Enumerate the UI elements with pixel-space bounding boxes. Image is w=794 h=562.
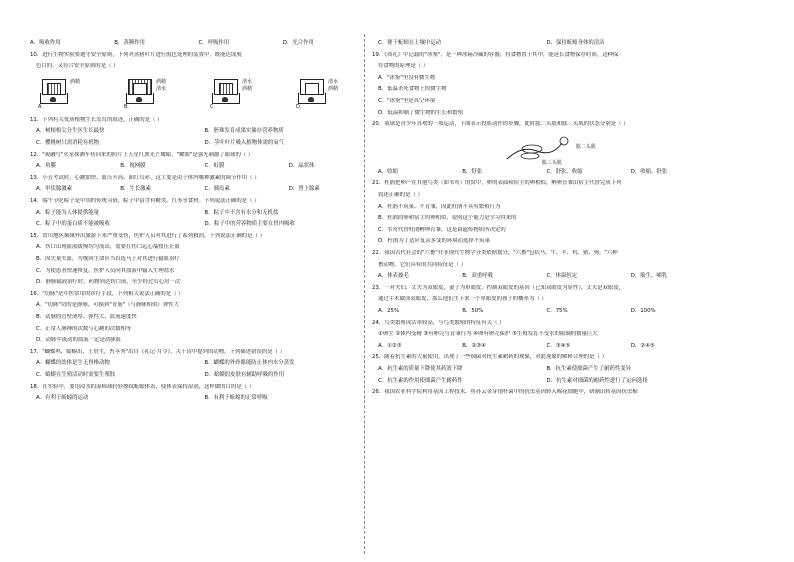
option-text: D．100%	[630, 308, 656, 314]
option-text: C．胰岛素	[204, 186, 230, 193]
question-line: D．杜鹃为了适应复杂多变的环境而选择不筑巢	[378, 238, 490, 245]
option-row	[30, 221, 387, 228]
question-line: D．低温抑制了微生物的生长和繁殖	[378, 109, 464, 116]
option-row	[30, 186, 387, 193]
option-text: A．抗生素的质量下降使其药效下降	[378, 366, 463, 372]
option-text: D．光合作用	[282, 40, 314, 46]
apparatus-a	[38, 77, 108, 111]
option-text: A．25%	[378, 308, 400, 314]
option-text: C．体温恒定	[546, 273, 578, 280]
question-line: C．为使患者快速恢复，医护人员向其血液中输入生理盐水	[36, 267, 175, 274]
apparatus-label: 清水	[328, 78, 339, 85]
apparatus-label: 酒精	[156, 78, 167, 85]
option-row	[372, 366, 729, 373]
question-line: 存食物的原理是（ ）	[378, 63, 429, 70]
question-line: C．正常人脉搏的次数与心跳的次数相等	[36, 325, 132, 332]
question-line: C．"冰鉴"里是真空环境	[378, 98, 436, 104]
apparatus-label: 酒精	[242, 85, 253, 92]
question-line: 20．篮球是青少年喜欢的一项运动，下图表示投篮动作的步骤，此时肱二头肌和肱三头肌的状态分别是（ ）	[372, 121, 629, 128]
option-text: A．有利于蚯蚓的运动	[36, 395, 89, 402]
option-text: B．生长激素	[120, 186, 151, 193]
option-text: C．抗生素的作用使细菌产生耐药性	[378, 377, 463, 384]
apparatus-c	[210, 77, 280, 111]
option-row	[30, 372, 387, 379]
apparatus-d	[296, 77, 366, 111]
option-text: A．蝴蝶的幼体是生无脊椎动物	[36, 360, 110, 367]
option-text: D．肾上腺素	[288, 186, 320, 193]
apparatus-label: 清水	[156, 85, 167, 92]
question-line: D．静脉输液治疗时，药物到达伤口前，至少经过右心房一次	[36, 279, 181, 286]
question-line: 11．下列有关优质植物生长发育的叙述，正确的是（ ）	[30, 116, 163, 123]
option-row	[30, 210, 387, 217]
option-text: A．体表被毛	[378, 273, 409, 280]
question-line: 色目的，又符合安全原则的是（ ）	[36, 63, 119, 70]
option-row	[30, 163, 387, 170]
option-row	[372, 378, 729, 385]
option-text: C．呼吸作用	[198, 40, 230, 46]
question-line: ①卵生 ②体内受精 ③有卵壳与育雏行为 ④卵有卵壳保护 ⑤生殖发育不受水的限制的数量巨大	[378, 331, 598, 338]
option-text: B．双重呼吸	[462, 273, 493, 280]
option-text: B．抗生素使细菌产生了耐药性变异	[546, 366, 632, 372]
apparatus-option: D．	[296, 103, 305, 110]
question-line: 15．贫川地区频频外出旅游下来严重受伤，医护人员对其进行了系列救治，下列说法正确的是（ ）	[30, 232, 265, 239]
question-line: 21．杜鹃把卵产在其他鸟类（如苇莺）的窝中，卵的表面和宿主的卵相似，孵卵育雏由宿主代替完成下列	[372, 180, 622, 187]
question-line: 通过手术做成双眼皮，那么他们生下来一个单眼皮的孩子的概率为（ ）	[378, 296, 547, 303]
question-line: 25．随着抗生素的大量使用，出现了一些细菌对抗生素耐药的现象，对此现象的解释合理的是（ ）	[372, 354, 607, 361]
option-text: D．保持蚯蚓身体的清洁	[546, 40, 605, 46]
biceps-label: 肱二头肌	[576, 143, 597, 150]
option-text: D．粽子中的营养物质主要在胃内吸收	[204, 221, 295, 228]
option-text: D．抗生素对细菌的耐药性进行了定向选择	[546, 377, 648, 384]
triceps-label: 肱三头肌	[542, 159, 563, 166]
option-text: B．视网膜	[120, 163, 146, 170]
apparatus-label: 酒精	[328, 85, 339, 92]
burner-flame-icon	[308, 97, 314, 102]
question-line: B．低温杀死食物上的微生物	[378, 86, 447, 93]
question-line: 畜动物，它们具有的共同特征是（ ）	[378, 261, 466, 268]
option-text: C．③④⑤	[546, 342, 571, 349]
apparatus-label: 酒精	[70, 78, 81, 85]
option-text: B．②③④	[462, 342, 486, 349]
question-line: 17．"蝴蝶鸣，蛤蟆出，土贵生，苔茎秀"出自《礼记·月令》，关于诗中提到的动物，下列描述错误的是（ ）	[30, 348, 286, 355]
question-line: 13．小芳考试时，心跳加快、血压升高、面红耳赤，这主要是由于体内哪种激素的调节作用（ ）	[30, 174, 260, 181]
option-text: B．胚珠发育成果实储存营养物质	[204, 128, 284, 135]
apparatus-b	[124, 77, 194, 111]
burner-flame-icon	[50, 97, 56, 102]
option-text: A．角膜	[36, 163, 56, 170]
option-text: C．舒张、收缩	[546, 168, 583, 175]
option-text: A．①②③	[378, 342, 402, 349]
option-text: D．蛤蟆的皮肤有辅助呼吸的作用	[204, 372, 285, 378]
option-text: B．有利于蚯蚓的正常呼吸	[204, 395, 268, 402]
option-text: B．蒸腾作用	[114, 40, 145, 46]
option-row	[372, 308, 729, 315]
option-row	[30, 140, 387, 147]
question-line: 24．鸟类繁殖成活率较高，与鸟类繁殖的特征有关（ ）	[372, 319, 505, 326]
question-line: 18．在实验中，要用浸水的湿棉球轻轻擦拭蚯蚓体表，使体表保持湿润，这样做的目的是（ ）	[30, 383, 255, 390]
option-row	[372, 169, 729, 176]
option-text: A．吸收作用	[30, 40, 61, 46]
option-text: D．②④⑤	[630, 342, 655, 349]
question-line: A．"切脉"切的是静脉，可摸到"青筋"（与静脉相似）弹性大	[36, 302, 179, 309]
question-line: 14．端午节吃粽子是中国的传统习俗，粽子中富含有糖类、红枣等食材。下列说法正确的是（ ）	[30, 198, 260, 204]
option-text: C．75%	[546, 308, 568, 314]
apparatus-option: C．	[210, 103, 219, 110]
option-text: B．蝴蝶的外骨骼能防止体内水分蒸发	[204, 360, 295, 367]
option-text: A．收缩	[378, 168, 398, 175]
question-line: B．动脉的管壁薄厚、弹性大，血流速度快	[36, 314, 137, 320]
option-text: D．晶状体	[288, 163, 315, 170]
apparatus-option: A．	[38, 103, 47, 110]
question-line: B．因失量失血，为挽回生命应当首选马上对其进行输血治疗	[36, 256, 180, 262]
option-row	[372, 40, 729, 47]
question-line: 19．《周礼》中记载的"冰鉴"，是一种冰箱冷藏的容器，将食物置于其中，能延长食物保存时间。这种保	[372, 51, 619, 58]
question-line: 16．"切脉"是中医常用的诊疗手段，下列相关说法正确的是（ ）	[30, 290, 184, 297]
question-line: A．伤口出现血液缓慢均匀流出，需要在伤口远心端按压止血	[36, 244, 180, 251]
option-text: C．便于蚯蚓在土壤中运动	[378, 40, 442, 46]
heating-apparatus-figure	[30, 77, 381, 111]
option-text: B．粽子中不含有水分和无机盐	[204, 209, 279, 216]
option-row	[30, 128, 387, 135]
question-line: A．"冰鉴"里没有微生物	[378, 74, 436, 81]
option-text: C．蛤蟆在生殖活动时需要生殖肢	[36, 372, 116, 378]
question-line: D．动脉中流动的血液一定是动脉血	[36, 337, 122, 344]
apparatus-label: 清水	[242, 78, 253, 85]
question-line: 26．我国农业科学院利用基因工程技术，将苏云金芽孢杆菌中的抗虫基因转入棉花细胞中，研制出转基因抗虫棉	[372, 389, 638, 396]
question-line: 叙述正确的是（ ）	[378, 192, 423, 198]
arm-muscle-figure	[502, 135, 622, 165]
option-row	[30, 395, 387, 402]
question-line: 22．我国古代社会的"六畜"并非现代生物学分类依据划分，"六畜"包括马、牛、羊、鸡、猪、狗。"六种	[372, 250, 618, 256]
option-row	[372, 273, 729, 280]
option-row	[30, 40, 381, 47]
burner-flame-icon	[222, 97, 228, 102]
question-line: A．杜鹃不筑巢、不育雏，因此杜鹃不具有繁殖行为	[378, 203, 501, 210]
option-text: C．樱桃树只需消耗有机物	[36, 140, 100, 146]
option-text: D．茎叶叶片吸入植物体需的氧气	[204, 140, 285, 146]
option-text: C．粽子中的蛋白质不能被吸收	[36, 221, 110, 228]
option-text: C．虹膜	[204, 163, 225, 170]
option-row	[30, 360, 387, 367]
question-line: 10．进行生物实验要遵守安全原则，下列对蒸猪叶片进行脱色处理的装置中，既能达成脱	[30, 51, 242, 58]
question-line: C．苇莺代替杜鹃孵卵育雏，这是由遗传物质所决定的	[378, 226, 506, 233]
option-text: B．50%	[462, 308, 484, 314]
question-line: B．杜鹃的卵和宿主的卵相似，说明这个能力是学习得来的	[378, 215, 517, 222]
option-text: A．粽子能为人体提供能量	[36, 209, 99, 216]
question-line: 23．一对夫妇，丈夫为双眼皮，妻子为单眼皮，控制双眼皮的基因（已知双眼皮为显性），丈夫是双眼皮，	[372, 284, 625, 291]
option-text: A．树根根尖分生区生长最快	[36, 128, 105, 135]
option-text: D．胎生、哺乳	[630, 273, 668, 280]
apparatus-option: B．	[124, 103, 133, 110]
option-text: A．甲状腺激素	[36, 186, 73, 193]
option-text: B．舒张	[462, 168, 483, 175]
option-text: D．收缩、舒张	[630, 168, 668, 175]
option-row	[372, 343, 729, 350]
burner-flame-icon	[136, 97, 142, 102]
question-line: 12．"祝融号"火星探测车传回来的照片上五星红旗光芒耀眼，"耀眼"是强光刺激了眼球的（ ）	[30, 151, 254, 158]
